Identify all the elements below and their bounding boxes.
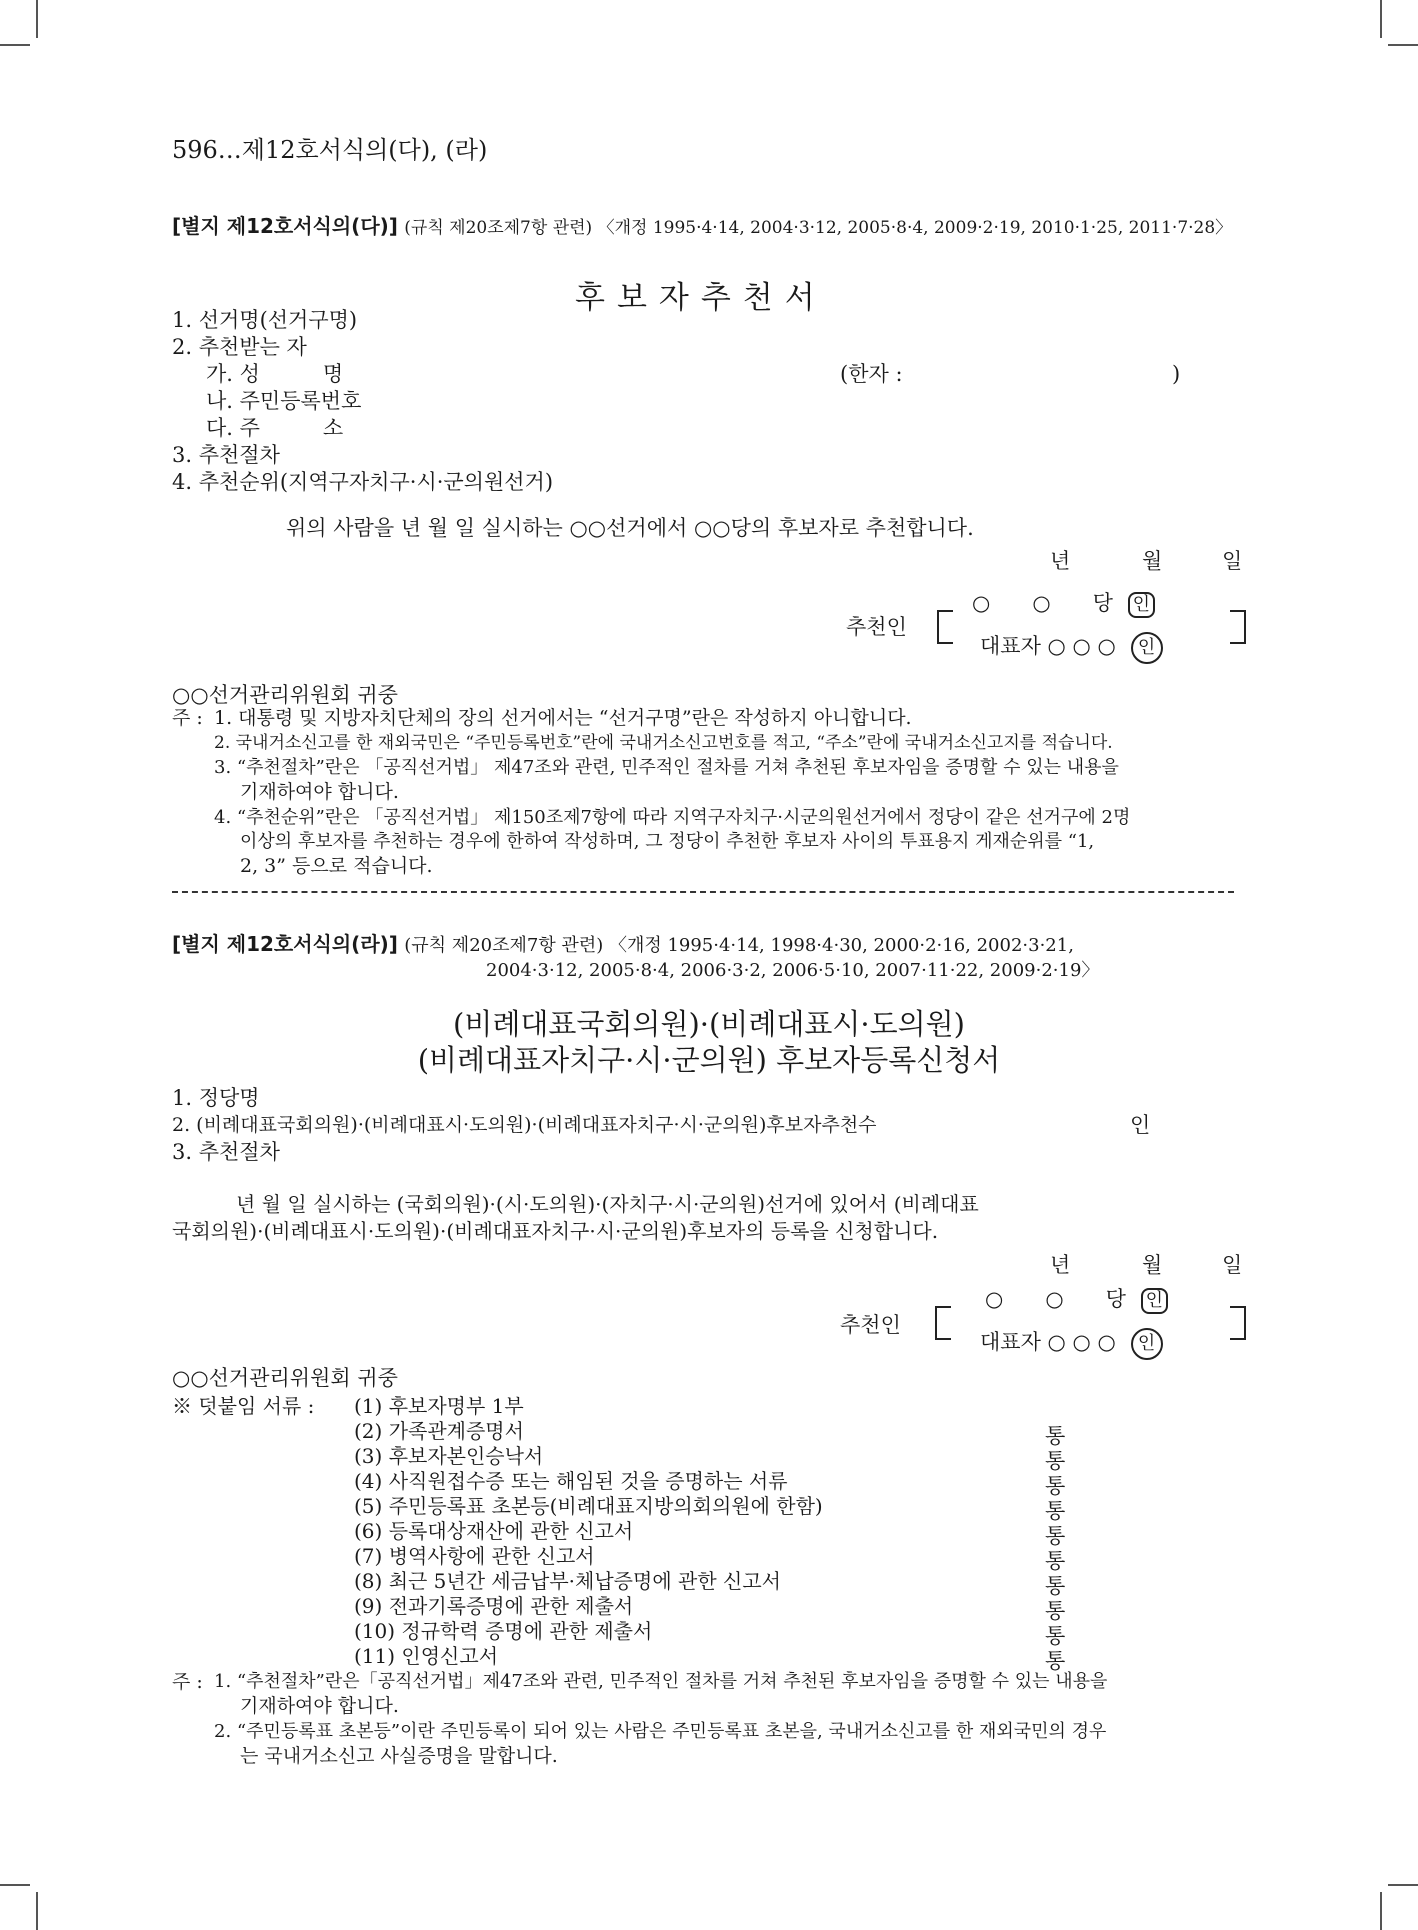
page-header: 596…제12호서식의(다), (라) bbox=[172, 136, 488, 164]
crop-mark bbox=[0, 44, 30, 46]
attachment-item: (6) 등록대상재산에 관한 신고서 bbox=[354, 1519, 634, 1543]
form2-note: 2. “주민등록표 초본등”이란 주민등록이 되어 있는 사람은 주민등록표 초본을, 국내거소신고를 한 재외국민의 경우 bbox=[214, 1721, 1107, 1742]
seal-stamp: 인 bbox=[1131, 1328, 1163, 1360]
crop-mark bbox=[0, 1884, 30, 1886]
form2-note: 기재하여야 합니다. bbox=[240, 1695, 399, 1717]
form1-statement: 위의 사람을 년 월 일 실시하는 ○○선거에서 ○○당의 후보자로 추천합니다. bbox=[286, 516, 974, 540]
form2-date-month: 월 bbox=[1142, 1253, 1163, 1277]
form1-ref-rest: (규칙 제20조제7항 관련) 〈개정 1995·4·14, 2004·3·12, 2005·8·4, 2009·2·19, 2010·1·25, 2011·7·28〉 bbox=[404, 218, 1233, 238]
form2-item: 2. (비례대표국회의원)·(비례대표시·도의원)·(비례대표자치구·시·군의원)후보자추천수 bbox=[172, 1114, 877, 1136]
seal-stamp: 인 bbox=[1128, 592, 1155, 618]
bracket-right bbox=[1230, 610, 1246, 644]
crop-mark bbox=[1388, 44, 1418, 46]
form2-item: 3. 추천절차 bbox=[172, 1140, 280, 1164]
seal-stamp: 인 bbox=[1141, 1288, 1168, 1314]
form1-notes-prefix: 주 : bbox=[172, 707, 203, 729]
form2-title-line2: (비례대표자치구·시·군의원) 후보자등록신청서 bbox=[417, 1043, 1001, 1077]
form1-note: 4. “추천순위”란은 「공직선거법」 제150조제7항에 따라 지역구자치구·시군의원선거에서 정당이 같은 선거구에 2명 bbox=[214, 807, 1131, 828]
form2-ref-rest2: 2004·3·12, 2005·8·4, 2006·3·2, 2006·5·10, 2007·11·22, 2009·2·19〉 bbox=[486, 960, 1100, 981]
seal-stamp: 인 bbox=[1131, 632, 1163, 664]
form1-note: 이상의 후보자를 추천하는 경우에 한하여 작성하며, 그 정당이 추천한 후보자 사이의 투표용지 게재순위를 “1, bbox=[240, 831, 1095, 852]
attachment-item: (10) 정규학력 증명에 관한 제출서 bbox=[354, 1619, 653, 1643]
doc-count-unit: 통 bbox=[1045, 1449, 1066, 1473]
form1-item: 나. 주민등록번호 bbox=[206, 389, 362, 413]
rep-line-text: 대표자 ○ ○ ○ bbox=[980, 1330, 1116, 1354]
form1-date-day: 일 bbox=[1222, 549, 1243, 573]
form1-item: 1. 선거명(선거구명) bbox=[172, 308, 358, 332]
form1-note: 3. “추천절차”란은 「공직선거법」 제47조와 관련, 민주적인 절차를 거쳐 추천된 후보자임을 증명할 수 있는 내용을 bbox=[214, 757, 1119, 778]
form2-item: 1. 정당명 bbox=[172, 1086, 260, 1110]
attachment-item: (11) 인영신고서 bbox=[354, 1644, 499, 1668]
attachment-item: (9) 전과기록증명에 관한 제출서 bbox=[354, 1594, 634, 1618]
doc-count-unit: 통 bbox=[1045, 1524, 1066, 1548]
doc-count-unit: 통 bbox=[1045, 1649, 1066, 1673]
crop-mark bbox=[1388, 1884, 1418, 1886]
rep-line-text: 대표자 ○ ○ ○ bbox=[980, 634, 1116, 658]
doc-count-unit: 통 bbox=[1045, 1574, 1066, 1598]
form2-reference bbox=[172, 928, 1074, 957]
form2-title-line1: (비례대표국회의원)·(비례대표시·도의원) bbox=[453, 1007, 965, 1041]
form2-rep-line bbox=[980, 1328, 1163, 1360]
attachment-item: (3) 후보자본인승낙서 bbox=[354, 1444, 544, 1468]
doc-count-unit: 통 bbox=[1045, 1599, 1066, 1623]
form1-note: 기재하여야 합니다. bbox=[240, 781, 399, 803]
attachment-item: (4) 사직원접수증 또는 해임된 것을 증명하는 서류 bbox=[354, 1469, 788, 1493]
hanja-close: ) bbox=[1172, 362, 1181, 386]
bracket-left bbox=[935, 1306, 951, 1340]
form1-item: 4. 추천순위(지역구자치구·시·군의원선거) bbox=[172, 470, 554, 494]
bracket-right bbox=[1230, 1306, 1246, 1340]
crop-mark bbox=[1380, 0, 1382, 38]
attachment-item: (7) 병역사항에 관한 신고서 bbox=[354, 1544, 595, 1568]
attachment-item: (2) 가족관계증명서 bbox=[354, 1419, 524, 1443]
form1-title: 후보자추천서 bbox=[575, 280, 827, 316]
form2-note: 는 국내거소신고 사실증명을 말합니다. bbox=[240, 1745, 558, 1767]
party-line-text: ○ ○ 당 bbox=[972, 591, 1113, 615]
attach-label: ※ 덧붙임 서류 : bbox=[172, 1394, 315, 1418]
form2-notes-prefix: 주 : bbox=[172, 1671, 203, 1693]
crop-mark bbox=[1380, 1892, 1382, 1930]
form2-statement: 년 월 일 실시하는 (국회의원)·(시·도의원)·(자치구·시·군의원)선거에 있어서 (비례대표 bbox=[236, 1192, 979, 1216]
crop-mark bbox=[36, 1892, 38, 1930]
crop-mark bbox=[36, 0, 38, 38]
form1-recommender-label: 추천인 bbox=[846, 615, 907, 639]
form1-reference bbox=[172, 210, 1232, 239]
attachment-item: (8) 최근 5년간 세금납부·체납증명에 관한 신고서 bbox=[354, 1569, 781, 1593]
form2-statement: 국회의원)·(비례대표시·도의원)·(비례대표자치구·시·군의원)후보자의 등록을 신청합니다. bbox=[172, 1219, 939, 1243]
doc-count-unit: 통 bbox=[1045, 1424, 1066, 1448]
cut-line bbox=[172, 891, 1234, 893]
form1-item: 2. 추천받는 자 bbox=[172, 335, 307, 359]
form2-count-unit: 인 bbox=[1130, 1113, 1151, 1137]
form2-date-day: 일 bbox=[1222, 1253, 1243, 1277]
form1-date-year: 년 bbox=[1050, 549, 1071, 573]
doc-count-unit: 통 bbox=[1045, 1624, 1066, 1648]
form2-ref-rest: (규칙 제20조제7항 관련) 〈개정 1995·4·14, 1998·4·30, 2000·2·16, 2002·3·21, bbox=[404, 935, 1074, 956]
form2-date-year: 년 bbox=[1050, 1253, 1071, 1277]
form1-addressee: ○○선거관리위원회 귀중 bbox=[172, 683, 398, 707]
doc-count-unit: 통 bbox=[1045, 1549, 1066, 1573]
form1-item: 다. 주 소 bbox=[206, 416, 344, 440]
attachment-item: (5) 주민등록표 초본등(비례대표지방의회의원에 한함) bbox=[354, 1494, 823, 1518]
form1-note: 1. 대통령 및 지방자치단체의 장의 선거에서는 “선거구명”란은 작성하지 아니합니다. bbox=[214, 707, 912, 729]
form1-item: 가. 성 명 bbox=[206, 362, 344, 386]
form2-ref-label: [별지 제12호서식의(라)] bbox=[172, 932, 398, 956]
doc-count-unit: 통 bbox=[1045, 1499, 1066, 1523]
form2-recommender-label: 추천인 bbox=[840, 1313, 901, 1337]
party-line-text: ○ ○ 당 bbox=[985, 1287, 1126, 1311]
form2-note: 1. “추천절차”란은「공직선거법」제47조와 관련, 민주적인 절차를 거쳐 추천된 후보자임을 증명할 수 있는 내용을 bbox=[214, 1671, 1108, 1692]
form1-rep-line bbox=[980, 632, 1163, 664]
form1-item: 3. 추천절차 bbox=[172, 443, 280, 467]
doc-count-unit: 통 bbox=[1045, 1474, 1066, 1498]
form1-note: 2. 국내거소신고를 한 재외국민은 “주민등록번호”란에 국내거소신고번호를 적고, “주소”란에 국내거소신고지를 적습니다. bbox=[214, 733, 1113, 753]
bracket-left bbox=[937, 610, 953, 644]
form1-note: 2, 3” 등으로 적습니다. bbox=[240, 855, 433, 877]
form2-addressee: ○○선거관리위원회 귀중 bbox=[172, 1366, 398, 1390]
hanja-label: (한자 : bbox=[840, 362, 903, 386]
form1-date-month: 월 bbox=[1142, 549, 1163, 573]
form1-party-line bbox=[972, 590, 1155, 618]
form1-ref-label: [별지 제12호서식의(다)] bbox=[172, 214, 398, 238]
attachment-item: (1) 후보자명부 1부 bbox=[354, 1394, 524, 1418]
form2-party-line bbox=[985, 1286, 1168, 1314]
